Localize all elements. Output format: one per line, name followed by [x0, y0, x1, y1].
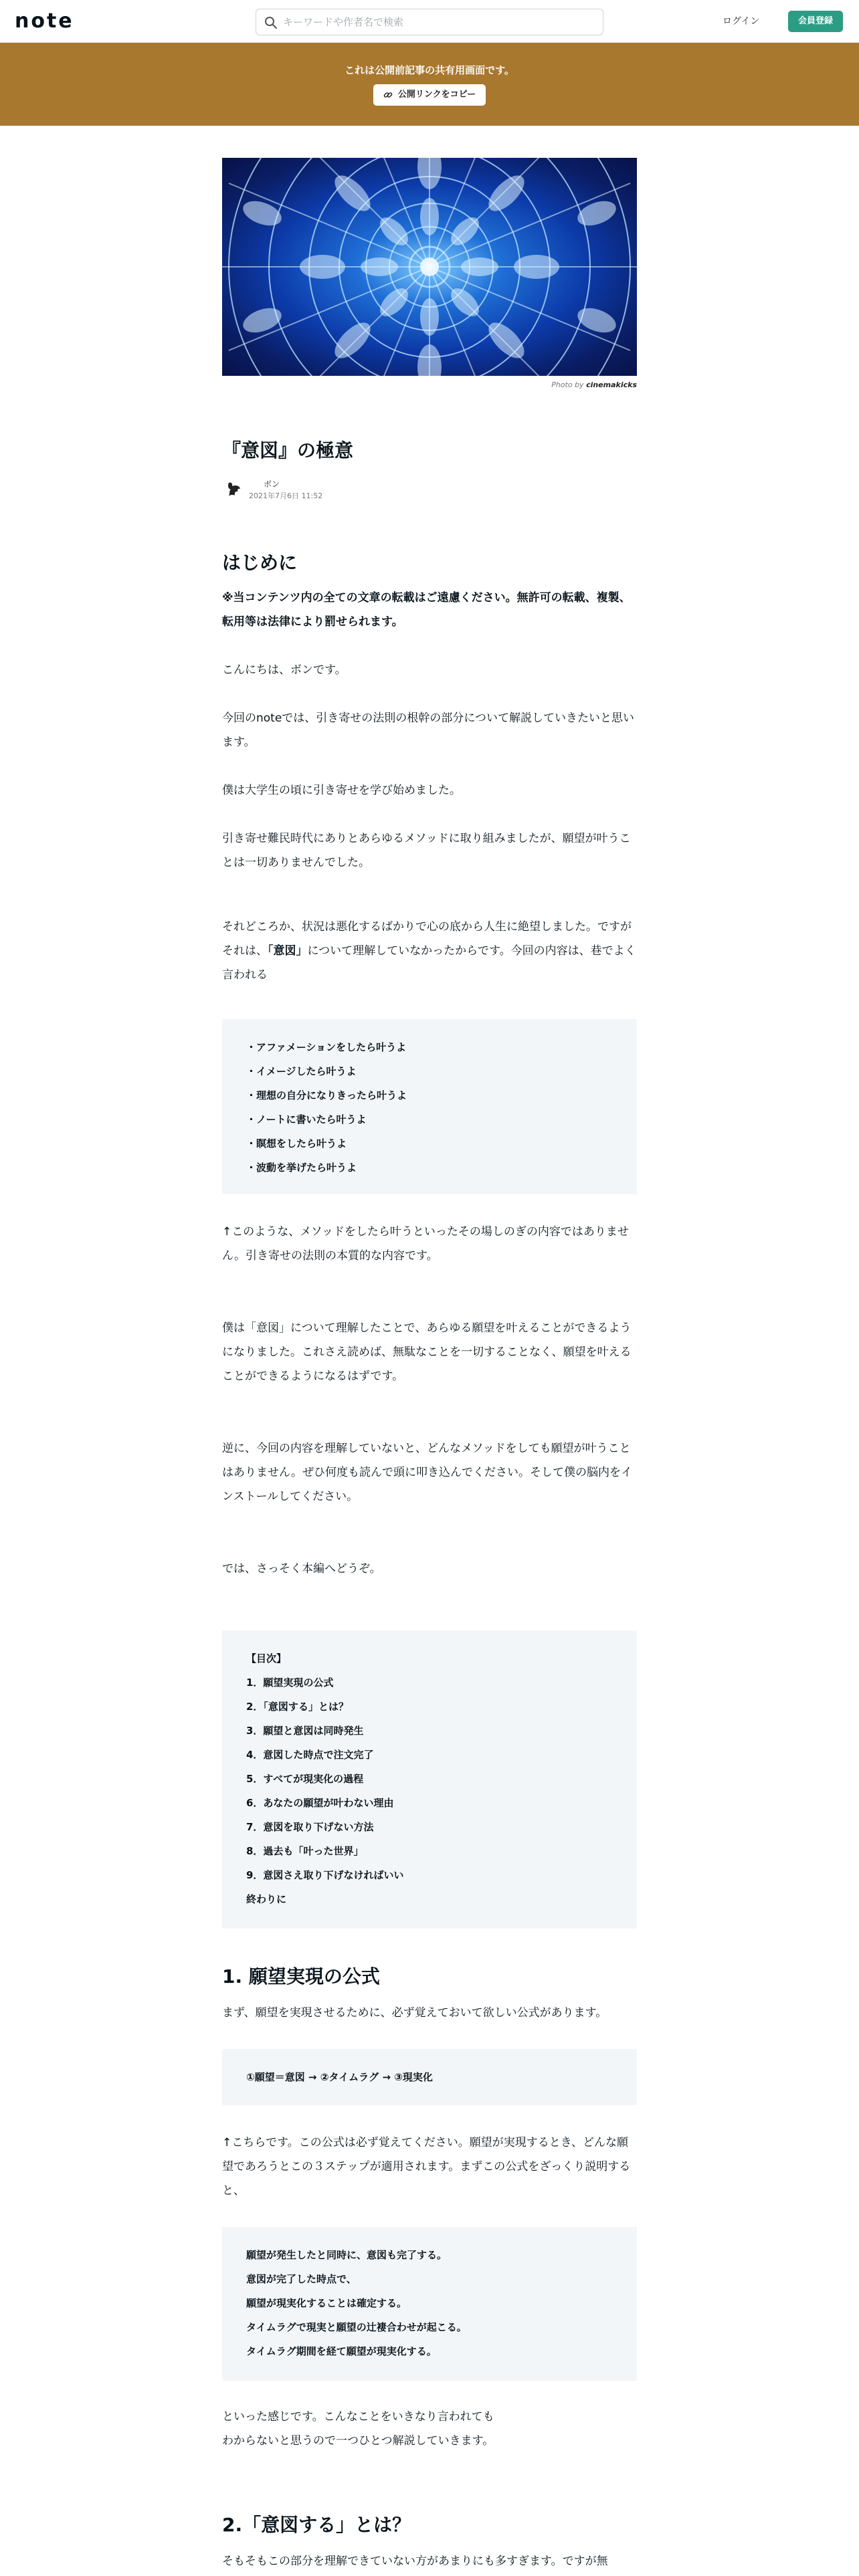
signup-button[interactable]: 会員登録	[788, 11, 843, 32]
note-logo[interactable]: note	[15, 9, 74, 33]
toc-item: 終わりに	[246, 1893, 287, 1905]
toc-item: 7．意図を取り下げない方法	[246, 1821, 374, 1833]
toc-item: 8．過去も「叶った世界」	[246, 1845, 364, 1857]
author-avatar[interactable]	[222, 477, 246, 502]
paragraph: 今回のnoteでは、引き寄せの法則の根幹の部分について解説していきたいと思います。	[222, 712, 634, 749]
toc-item: 2．「意図する」とは？	[246, 1701, 349, 1713]
login-link[interactable]: ログイン	[723, 16, 760, 27]
list-item: ・理想の自分になりきったら叶うよ	[246, 1089, 407, 1101]
toc-heading: 【目次】	[246, 1652, 287, 1665]
toc-item: 6．あなたの願望が叶わない理由	[246, 1797, 394, 1809]
paragraph: 僕は「意図」について理解したことで、あらゆる願望を叶えることができるようになりました。これさえ読めば、無駄なことを一切することなく、願望を叶えることができるようになるはずです。	[222, 1321, 632, 1383]
copy-link-label: 公開リンクをコピー	[397, 90, 476, 100]
banner-text: これは公開前記事の共有用画面です。	[345, 64, 514, 76]
toc-item: 1．願望実現の公式	[246, 1677, 334, 1689]
paragraph: わからないと思うので一つひとつ解説していきます。	[222, 2434, 494, 2448]
article-title: 『意図』の極意	[222, 439, 354, 461]
search-input[interactable]	[283, 13, 591, 31]
formula-text: ①願望＝意図 → ②タイムラグ → ③現実化	[246, 2071, 433, 2083]
publish-date: 2021年7月6日 11:52	[249, 492, 323, 500]
table-of-contents	[222, 1630, 637, 1929]
paragraph: それどころか、状況は悪化するばかりで心の底から人生に絶望しました。ですがそれは、「意図」について理解していなかったからです。今回の内容は、巷でよく言われる	[222, 920, 636, 982]
paragraph: そもそもこの部分を理解できていない方があまりにも多すぎます。ですが無	[222, 2555, 608, 2568]
site-header	[0, 0, 859, 43]
list-item: ・イメージしたら叶うよ	[246, 1065, 357, 1077]
photo-credit-name[interactable]: cinemakicks	[586, 381, 637, 389]
paragraph: ↑このような、メソッドをしたら叶うといったその場しのぎの内容ではありません。引き寄せの法則の本質的な内容です。	[222, 1225, 629, 1263]
list-item: 願望が現実化することは確定する。	[246, 2297, 407, 2309]
author-avatar-icon	[222, 477, 246, 502]
hero-image	[222, 158, 637, 376]
list-item: タイムラグ期間を経て願望が現実化する。	[246, 2345, 437, 2357]
list-item: 願望が発生したと同時に、意図も完了する。	[246, 2249, 448, 2261]
heading-intro: はじめに	[222, 552, 298, 574]
paragraph: 逆に、今回の内容を理解していないと、どんなメソッドをしても願望が叶うことはありません。ぜひ何度も読んで頭に叩き込んでください。そして僕の脳内をインストールしてください。	[222, 1442, 633, 1503]
list-item: ・瞑想をしたら叶うよ	[246, 1138, 347, 1150]
list-item: タイムラグで現実と願望の辻褄合わせが起こる。	[246, 2321, 467, 2333]
toc-item: 5．すべてが現実化の過程	[246, 1773, 364, 1785]
paragraph: まず、願望を実現させるために、必ず覚えておいて欲しい公式があります。	[222, 2006, 607, 2020]
toc-item: 9．意図さえ取り下げなければいい	[246, 1869, 404, 1881]
search-icon	[264, 16, 278, 29]
paragraph: こんにちは、ボンです。	[222, 663, 347, 677]
formula-box	[222, 2049, 637, 2105]
paragraph: 引き寄せ難民時代にありとあらゆるメソッドに取り組みましたが、願望が叶うことは一切ありませんでした。	[222, 832, 631, 869]
methods-box	[222, 1019, 637, 1194]
list-item: ・ノートに書いたら叶うよ	[246, 1113, 367, 1125]
paragraph: 僕は大学生の頃に引き寄せを学び始めました。	[222, 784, 461, 797]
photo-credit: Photo by cinemakicks	[551, 381, 637, 389]
toc-item: 3．願望と意図は同時発生	[246, 1725, 364, 1737]
share-banner	[0, 43, 859, 126]
copyright-notice: ※当コンテンツ内の全ての文章の転載はご遠慮ください。無許可の転載、複製、転用等は法律により罰せられます。	[222, 591, 631, 629]
list-item: ・波動を挙げたら叶うよ	[246, 1162, 357, 1174]
author-name[interactable]: ボン	[264, 479, 280, 489]
list-item: ・アファメーションをしたら叶うよ	[246, 1041, 407, 1053]
toc-item: 4．意図した時点で注文完了	[246, 1749, 374, 1761]
list-item: 意図が完了した時点で、	[246, 2273, 357, 2285]
search-box[interactable]	[256, 9, 603, 35]
heading-section-1: 1. 願望実現の公式	[222, 1965, 380, 1988]
explanation-box	[222, 2227, 637, 2381]
paragraph: ↑こちらです。この公式は必ず覚えてください。願望が実現するとき、どんな願望であろうとこの３ステップが適用されます。まずこの公式をざっくり説明すると、	[222, 2136, 631, 2197]
copy-link-button[interactable]	[373, 84, 486, 106]
paragraph: では、さっそく本編へどうぞ。	[222, 1562, 381, 1576]
heading-section-2: 2.「意図する」とは？	[222, 2514, 411, 2536]
paragraph: といった感じです。こんなことをいきなり言われても	[222, 2410, 494, 2424]
link-icon	[383, 90, 393, 100]
